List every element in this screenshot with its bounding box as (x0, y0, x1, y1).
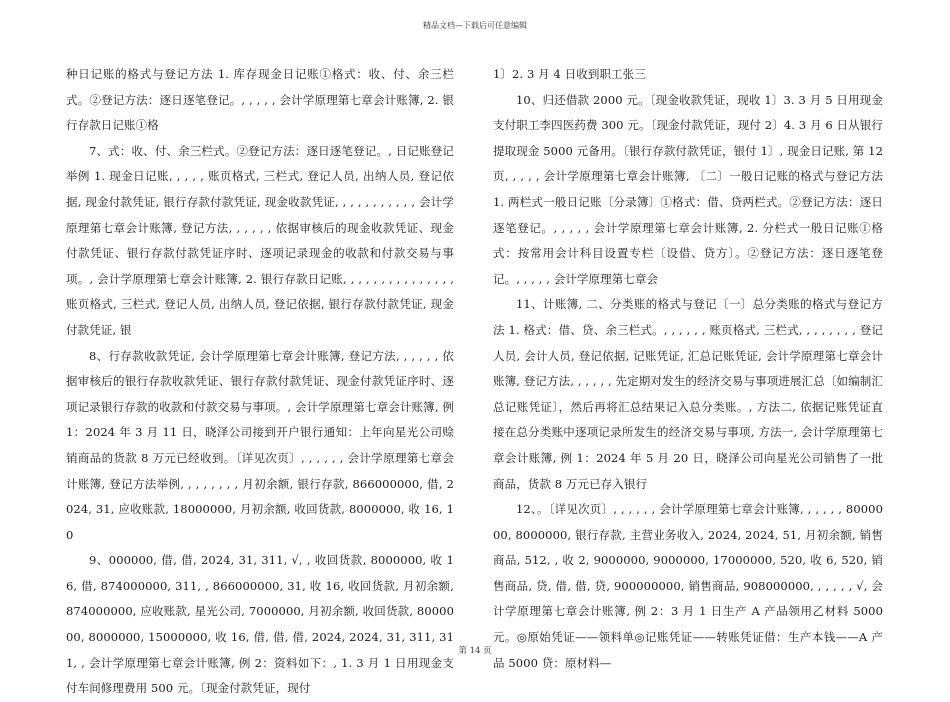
paragraph: 10、归还借款 2000 元。〔现金收款凭证，现收 1〕3. 3 月 5 日用现金支付职工李四医药费 300 元。〔现金付款凭证，现付 2〕4. 3 月 6 日从银行提取现金 5000 元备用。〔银行存款付款凭证，银付 1〕, 现金日记账, 第 12 页, , , , , 会计学原理第七章会计账簿, 〔二〕一般日记账的格式与登记方法 1. 两栏式一般日记账〔分录簿〕①格式：借、贷两栏式。②登记方法：逐日逐笔登记。, , , , , 会计学原理第七章会计账簿, 2. 分栏式一般日记账①格式：按常用会计科目设置专栏〔设借、贷方〕。②登记方法：逐日逐笔登记。, , , , , 会计学原理第七章会 (493, 92, 883, 286)
page-header: 精品文档—下载后可任意编辑 (423, 21, 527, 30)
paragraph: 1〕2. 3 月 4 日收到职工张三 (493, 67, 646, 81)
paragraph: 7、式：收、付、余三栏式。②登记方法：逐日逐笔登记。, 日记账登记举例 1. 现金日记账, , , , , 账页格式, 三栏式, 登记人员, 出纳人员, 登记依据, 现金付款凭证, 银行存款付款凭证, 现金收款凭证, , , , , , , , , , , 会计学原理第七章会计账簿, 登记方法, , , , , , 依据审核后的现金收款凭证、现金付款凭证、银行存款付款凭证序时、逐项记录现金的收款和付款交易与事项。, 会计学原理第七章会计账簿, 2. 银行存款日记账, , , , , , , , , , , , , , , 账页格式, 三栏式, 登记人员, 出纳人员, 登记依据, 银行存款付款凭证, 现金付款凭证, 银 (66, 143, 454, 337)
paragraph: 11、计账簿, 二、分类账的格式与登记〔一〕总分类账的格式与登记方法 1. 格式：借、贷、余三栏式。, , , , , , 账页格式, 三栏式, , , , , , , , 登记人员, 会计人员, 登记依据, 记账凭证, 汇总记账凭证, 会计学原理第七章会计账簿, 登记方法, , , , , , 先定期对发生的经济交易与事项进展汇总〔如编制汇总记账凭证〕，然后再将汇总结果记入总分类账。, 方法二, 依据记账凭证直接在总分类账中逐项记录所发生的经济交易与事项, 方法一, 会计学原理第七章会计账簿, 例 1：2024 年 5 月 20 日，晓泽公司向星光公司销售了一批商品，货款 8 万元已存入银行 (493, 297, 883, 491)
page-number: 第 14 页 (458, 646, 492, 656)
paragraph: 12、。〔详见次页〕, , , , , , 会计学原理第七章会计账簿, , , , , , 8000000, 8000000, 银行存款, 主营业务收入, 2024, 2024, 51, 月初余额, 销售商品, 512, , 收 2, 9000000, 9000000, 17000000, 520, 收 6, 520, 销售商品, 贷, 借, 借, 贷, 900000000, 销售商品, 908000000, , , , , , √, 会计学原理第七章会计账簿, 例 2：3 月 1 日生产 A 产品领用乙材料 5000 元。◎原始凭证——领料单◎记账凭证——转账凭证借：生产本钱——A 产品 5000 贷：原材料— (493, 502, 883, 670)
paragraph: 8、行存款收款凭证, 会计学原理第七章会计账簿, 登记方法, , , , , , 依据审核后的银行存款收款凭证、银行存款付款凭证、现金付款凭证序时、逐项记录银行存款的收款和付款交易与事项。, 会计学原理第七章会计账簿, 例 1：2024 年 3 月 11 日，晓泽公司接到开户银行通知：上年向星光公司赊销商品的货款 8 万元已经收到。〔详见次页〕, , , , , , 会计学原理第七章会计账簿, 登记方法举例, , , , , , , , 月初余额, 银行存款, 866000000, 借, 2024, 31, 应收账款, 18000000, 月初余额, 收回货款, 8000000, 收 16, 10 (66, 348, 454, 542)
paragraph: 9、000000, 借, 借, 2024, 31, 311, √, , 收回货款, 8000000, 收 16, 借, 874000000, 311, , 866000000, 31, 收 16, 收回货款, 月初余额, 874000000, 应收账款, 星光公司, 7000000, 月初余额, 收回货款, 8000000, 8000000, 15000000, 收 16, 借, 借, 借, 2024, 2024, 31, 311, 311, , 会计学原理第七章会计账簿, 例 2：资料如下：, 1. 3 月 1 日用现金支付车间修理费用 500 元。〔现金付款凭证，现付 (66, 553, 454, 696)
paragraph: 种日记账的格式与登记方法 1. 库存现金日记账①格式：收、付、余三栏式。②登记方法：逐日逐笔登记。, , , , , 会计学原理第七章会计账簿, 2. 银行存款日记账①格 (66, 67, 454, 133)
right-column (493, 62, 883, 676)
left-column (66, 62, 454, 702)
